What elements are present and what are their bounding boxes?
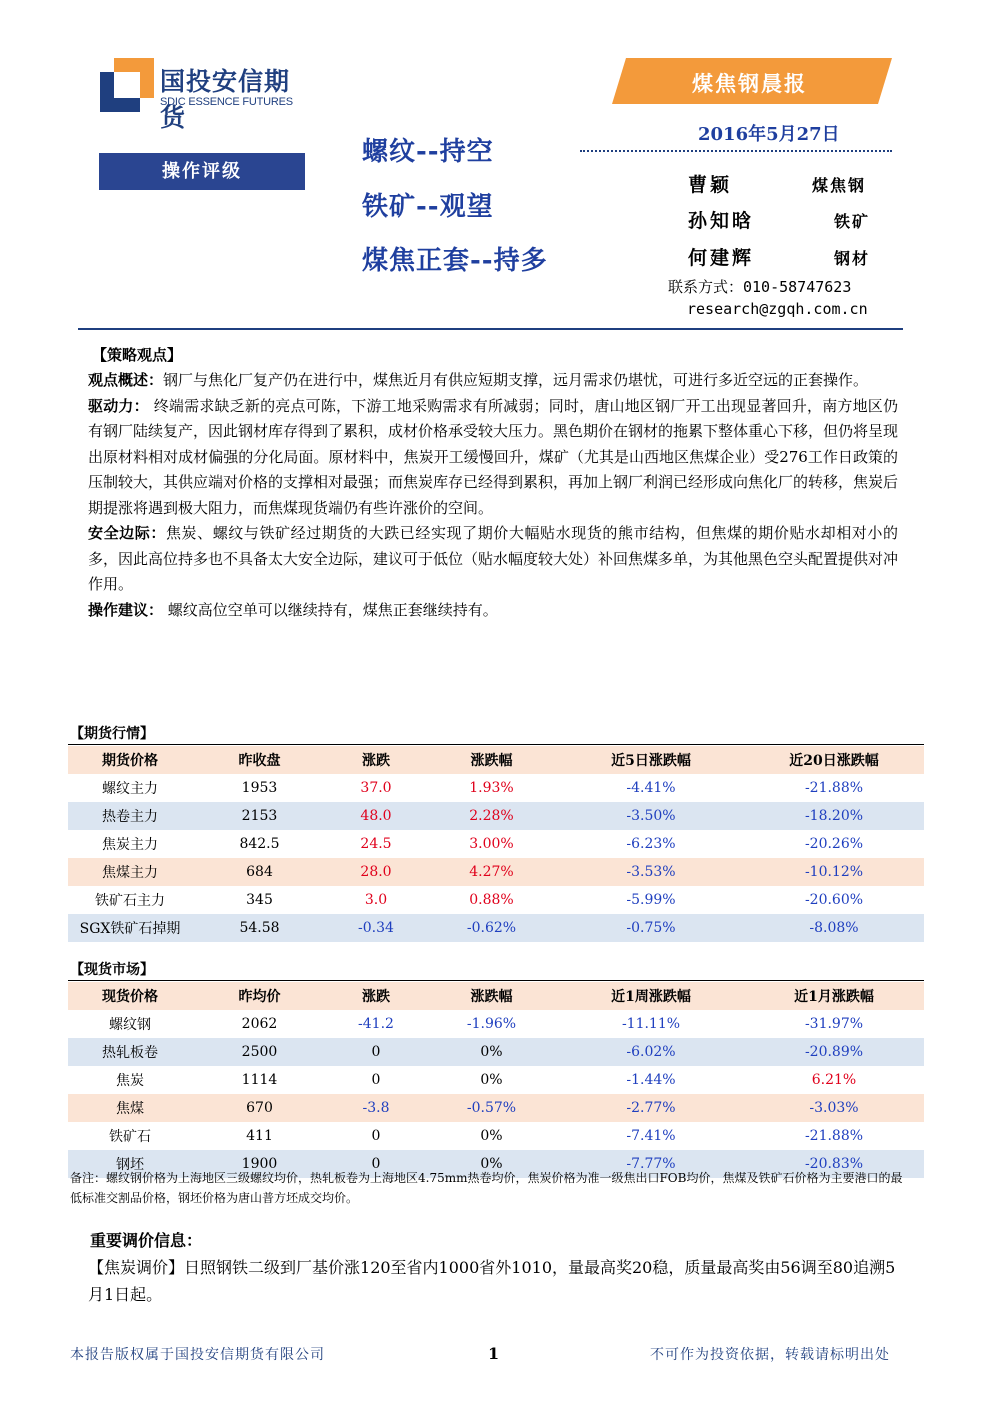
table-header-row bbox=[68, 746, 924, 774]
close-value: 684 bbox=[246, 864, 273, 880]
adjust-body bbox=[88, 1254, 898, 1308]
company-logo bbox=[100, 58, 315, 132]
change-1m: -20.83% bbox=[804, 1156, 864, 1172]
banner-title: 煤焦钢晨报 bbox=[692, 71, 807, 96]
analyst-area: 铁矿 bbox=[834, 212, 871, 231]
instrument-name: 铁矿石主力 bbox=[95, 893, 165, 909]
change-5d: -4.41% bbox=[626, 780, 676, 796]
close-value: 842.5 bbox=[239, 836, 280, 852]
change-value: 28.0 bbox=[360, 864, 392, 880]
footer-disclaimer: 不可作为投资依据，转载请标明出处 bbox=[650, 1347, 890, 1363]
change-1w: -7.41% bbox=[626, 1128, 676, 1144]
safety-text: 焦炭、螺纹与铁矿经过期货的大跌已经实现了期价大幅贴水现货的熊市结构，但焦煤的期价贴水却相对小的多，因此高位持多也不具备太大安全边际，建议可于低位（贴水幅度较大处）补回焦煤多单，为其他黑色空头配置提供对冲作用。 bbox=[88, 524, 899, 593]
avg-price: 2500 bbox=[241, 1044, 278, 1060]
table-row bbox=[68, 886, 924, 914]
change-value: 3.0 bbox=[364, 892, 388, 908]
advice-paragraph bbox=[88, 598, 898, 624]
adjust-label: 【焦炭调价】 bbox=[88, 1258, 185, 1277]
futures-table bbox=[68, 746, 924, 942]
column-header: 涨跌幅 bbox=[470, 753, 513, 769]
avg-price: 1114 bbox=[241, 1072, 278, 1088]
change-pct: 0% bbox=[480, 1156, 503, 1172]
contact-phone: 联系方式：010-58747623 bbox=[668, 278, 852, 296]
change-1w: -11.11% bbox=[621, 1016, 681, 1032]
contact-email: research@zgqh.com.cn bbox=[687, 300, 868, 318]
safety-label: 安全边际： bbox=[88, 524, 166, 542]
footer-copyright: 本报告版权属于国投安信期货有限公司 bbox=[70, 1347, 325, 1363]
table-row bbox=[68, 858, 924, 886]
table-row bbox=[68, 830, 924, 858]
column-header: 涨跌 bbox=[362, 753, 390, 769]
change-value: 0 bbox=[371, 1044, 381, 1060]
change-pct: -1.96% bbox=[466, 1016, 517, 1032]
table-row bbox=[68, 1066, 924, 1094]
futures-heading: 【期货行情】 bbox=[70, 726, 154, 742]
column-header: 昨均价 bbox=[238, 989, 281, 1005]
product-name: 钢坯 bbox=[116, 1157, 144, 1173]
table-row bbox=[68, 1010, 924, 1038]
product-name: 热轧板卷 bbox=[102, 1045, 158, 1061]
change-5d: -0.75% bbox=[626, 920, 676, 936]
dotted-divider bbox=[580, 150, 892, 152]
logo-cn-text: 国投安信期货 bbox=[160, 67, 291, 132]
instrument-name: 焦煤主力 bbox=[102, 865, 158, 881]
spot-note: 备注：螺纹钢价格为上海地区三级螺纹均价，热轧板卷为上海地区4.75mm热卷均价，焦炭价格为准一级焦出口FOB均价，焦煤及铁矿石价格为主要港口的最低标准交割品价格，钢坯价格为唐山普方坯成交均价。 bbox=[70, 1171, 903, 1205]
report-banner bbox=[612, 58, 892, 104]
report-date: 2016年5月27日 bbox=[698, 124, 840, 145]
avg-price: 411 bbox=[246, 1128, 273, 1144]
close-value: 345 bbox=[246, 892, 273, 908]
change-1m: -3.03% bbox=[809, 1100, 859, 1116]
product-name: 螺纹钢 bbox=[109, 1017, 151, 1033]
change-pct: 0% bbox=[480, 1072, 503, 1088]
safety-paragraph bbox=[88, 521, 898, 598]
table-row bbox=[68, 774, 924, 802]
change-value: 0 bbox=[371, 1072, 381, 1088]
change-1m: 6.21% bbox=[811, 1072, 857, 1088]
table-row bbox=[68, 1122, 924, 1150]
change-5d: -6.23% bbox=[626, 836, 676, 852]
table-row bbox=[68, 1038, 924, 1066]
change-20d: -18.20% bbox=[804, 808, 864, 824]
table-row bbox=[68, 1094, 924, 1122]
product-name: 焦炭 bbox=[116, 1073, 144, 1089]
change-1w: -6.02% bbox=[626, 1044, 676, 1060]
avg-price: 1900 bbox=[241, 1156, 278, 1172]
instrument-name: 热卷主力 bbox=[102, 809, 158, 825]
analyst-area: 煤焦钢 bbox=[812, 176, 867, 195]
driver-paragraph bbox=[88, 394, 898, 522]
product-name: 铁矿石 bbox=[109, 1129, 151, 1145]
change-value: -3.8 bbox=[362, 1100, 390, 1116]
spot-table bbox=[68, 982, 924, 1178]
change-5d: -5.99% bbox=[626, 892, 676, 908]
column-header: 期货价格 bbox=[102, 753, 158, 769]
instrument-name: SGX铁矿石掉期 bbox=[79, 921, 181, 937]
change-1m: -20.89% bbox=[804, 1044, 864, 1060]
column-header: 近1周涨跌幅 bbox=[611, 989, 691, 1005]
close-value: 54.58 bbox=[239, 920, 280, 936]
change-value: 48.0 bbox=[360, 808, 392, 824]
change-5d: -3.53% bbox=[626, 864, 676, 880]
change-pct: 2.28% bbox=[469, 808, 514, 824]
change-1w: -7.77% bbox=[626, 1156, 676, 1172]
column-header: 涨跌 bbox=[362, 989, 390, 1005]
change-1m: -31.97% bbox=[804, 1016, 864, 1032]
change-value: 37.0 bbox=[360, 780, 392, 796]
rating-iron-ore: 铁矿--观望 bbox=[362, 192, 494, 222]
change-1w: -1.44% bbox=[626, 1072, 676, 1088]
analyst-name: 孙知晗 bbox=[688, 210, 755, 232]
change-pct: 0% bbox=[480, 1128, 503, 1144]
change-pct: 1.93% bbox=[469, 780, 514, 796]
overview-label: 观点概述： bbox=[88, 371, 164, 389]
product-name: 焦煤 bbox=[116, 1101, 144, 1117]
change-20d: -8.08% bbox=[809, 920, 859, 936]
change-5d: -3.50% bbox=[626, 808, 676, 824]
change-20d: -21.88% bbox=[804, 780, 864, 796]
change-1w: -2.77% bbox=[626, 1100, 676, 1116]
column-header: 现货价格 bbox=[102, 989, 158, 1005]
change-20d: -20.26% bbox=[804, 836, 864, 852]
change-value: -41.2 bbox=[358, 1016, 394, 1032]
change-pct: 0% bbox=[480, 1044, 503, 1060]
column-header: 近20日涨跌幅 bbox=[789, 753, 879, 769]
change-pct: -0.62% bbox=[466, 920, 517, 936]
instrument-name: 螺纹主力 bbox=[102, 781, 158, 797]
adjust-text: 日照钢铁二级到厂基价涨120至省内1000省外1010，量最高奖20稳，质量最高奖由56调至80追溯5月1日起。 bbox=[88, 1258, 896, 1304]
change-1m: -21.88% bbox=[804, 1128, 864, 1144]
change-value: -0.34 bbox=[358, 920, 394, 936]
change-value: 0 bbox=[371, 1128, 381, 1144]
logo-en-text: SDIC ESSENCE FUTURES bbox=[160, 96, 293, 108]
close-value: 2153 bbox=[241, 808, 278, 824]
rating-coke-spread: 煤焦正套--持多 bbox=[362, 246, 548, 276]
change-value: 24.5 bbox=[360, 836, 392, 852]
overview-paragraph bbox=[88, 368, 898, 394]
change-pct: -0.57% bbox=[466, 1100, 517, 1116]
column-header: 昨收盘 bbox=[238, 753, 281, 769]
instrument-name: 焦炭主力 bbox=[102, 837, 158, 853]
driver-label: 驱动力： bbox=[88, 396, 149, 415]
spot-heading: 【现货市场】 bbox=[70, 962, 154, 978]
header-rule bbox=[78, 328, 903, 330]
rating-label: 操作评级 bbox=[99, 153, 305, 190]
adjust-heading: 重要调价信息： bbox=[90, 1231, 203, 1250]
spot-table-rule bbox=[68, 980, 924, 981]
logo-mark-icon bbox=[100, 58, 156, 112]
advice-label: 操作建议： bbox=[88, 600, 164, 619]
strategy-body bbox=[88, 368, 898, 623]
table-row bbox=[68, 914, 924, 942]
analyst-name: 何建辉 bbox=[688, 247, 755, 269]
column-header: 涨跌幅 bbox=[470, 989, 513, 1005]
advice-text: 螺纹高位空单可以继续持有，煤焦正套继续持有。 bbox=[163, 600, 498, 619]
futures-table-rule bbox=[68, 744, 924, 745]
close-value: 1953 bbox=[241, 780, 278, 796]
change-pct: 0.88% bbox=[469, 892, 514, 908]
change-20d: -10.12% bbox=[804, 864, 864, 880]
table-row bbox=[68, 802, 924, 830]
column-header: 近1月涨跌幅 bbox=[794, 989, 874, 1005]
change-20d: -20.60% bbox=[804, 892, 864, 908]
avg-price: 670 bbox=[246, 1100, 273, 1116]
avg-price: 2062 bbox=[241, 1016, 278, 1032]
overview-text: 钢厂与焦化厂复产仍在进行中，煤焦近月有供应短期支撑，远月需求仍堪忧，可进行多近空远的正套操作。 bbox=[163, 371, 869, 389]
change-pct: 4.27% bbox=[469, 864, 514, 880]
column-header: 近5日涨跌幅 bbox=[611, 753, 691, 769]
strategy-heading: 【策略观点】 bbox=[92, 346, 183, 364]
analyst-area: 钢材 bbox=[834, 249, 871, 268]
change-pct: 3.00% bbox=[469, 836, 514, 852]
page-number: 1 bbox=[488, 1344, 500, 1363]
rating-rebar: 螺纹--持空 bbox=[362, 137, 494, 167]
table-header-row bbox=[68, 982, 924, 1010]
analyst-name: 曹颖 bbox=[688, 174, 733, 196]
driver-text: 终端需求缺乏新的亮点可陈，下游工地采购需求有所减弱；同时，唐山地区钢厂开工出现显著回升，南方地区仍有钢厂陆续复产，因此钢材库存得到了累积，成材价格承受较大压力。黑色期价在钢材的拖累下整体重心下移，但仍将呈现出原材料相对成材偏强的分化局面。原材料中，焦炭开工缓慢回升，煤矿（尤其是山西地区焦煤企业）受276工作日政策的压制较大，其供应端对价格的支撑相对最强；而焦炭库存已经得到累积，再加上钢厂利润已经形成向焦化厂的转移，焦炭后期提涨将遇到极大阻力，而焦煤现货端仍有些许涨价的空间。 bbox=[88, 396, 899, 517]
change-value: 0 bbox=[371, 1156, 381, 1172]
